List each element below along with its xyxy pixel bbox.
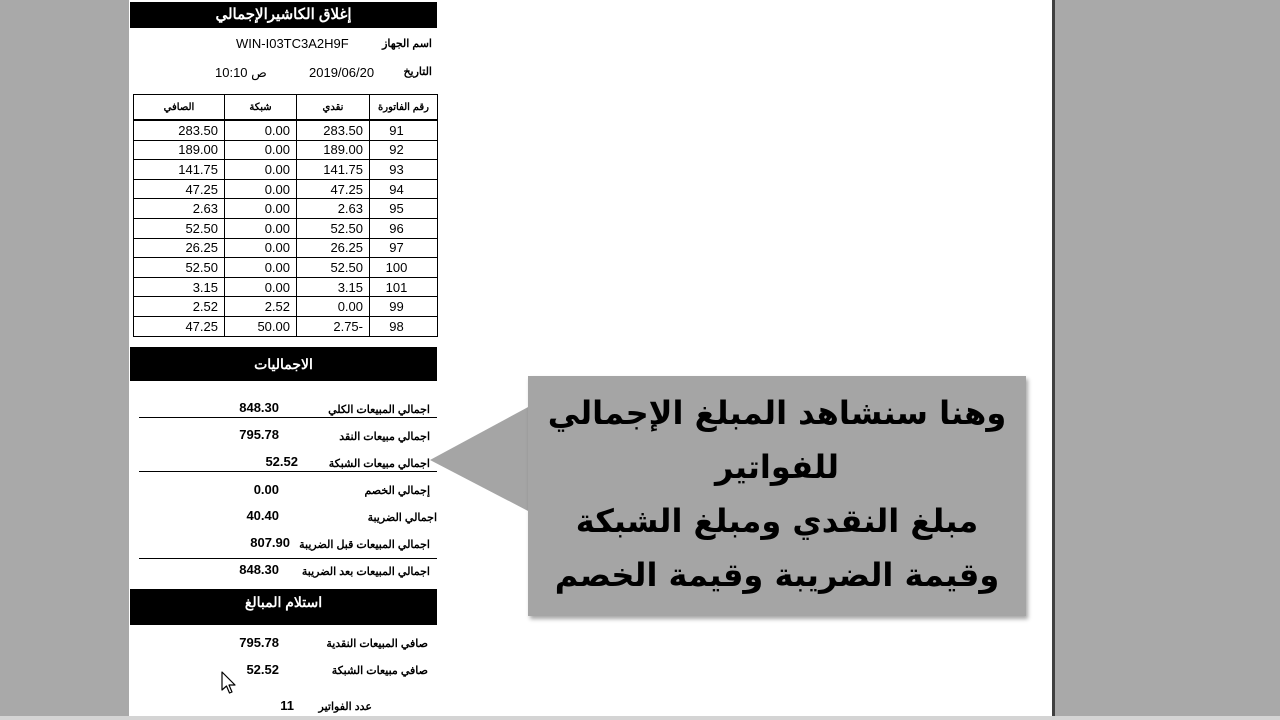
mouse-cursor-icon: [221, 671, 237, 695]
total-cash-label: اجمالي مبيعات النقد: [339, 431, 430, 443]
callout-text: [528, 386, 1026, 602]
cell-cash: 141.75: [297, 160, 370, 180]
table-row: [134, 238, 438, 258]
callout-line-3: مبلغ النقدي ومبلغ الشبكة: [575, 502, 979, 540]
invoice-count-value: 11: [280, 698, 294, 713]
cell-net: 141.75: [134, 160, 225, 180]
callout-pointer: [430, 400, 530, 520]
cell-cash: 52.50: [297, 218, 370, 238]
table-row: [134, 316, 438, 336]
cell-net: 283.50: [134, 120, 225, 140]
cell-cash: 26.25: [297, 238, 370, 258]
total-sales-value: 848.30: [239, 400, 279, 415]
cell-cash: 47.25: [297, 179, 370, 199]
cell-cash: 0.00: [297, 297, 370, 317]
total-tax-value: 40.40: [246, 508, 279, 523]
total-before-tax-label: اجمالي المبيعات قبل الضريبة: [299, 539, 430, 551]
bottom-strip: [0, 716, 1280, 720]
table-row: [134, 258, 438, 278]
cell-net: 2.52: [134, 297, 225, 317]
cell-invoice-no: 97: [370, 238, 438, 258]
cell-invoice-no: 98: [370, 316, 438, 336]
total-after-tax-label: اجمالي المبيعات بعد الضريبة: [301, 566, 430, 578]
net-network-value: 52.52: [246, 662, 279, 677]
page-right-border: [1052, 0, 1055, 720]
cell-net: 52.50: [134, 218, 225, 238]
device-value: WIN-I03TC3A2H9F: [236, 36, 349, 51]
cell-network: 0.00: [225, 218, 297, 238]
table-header-row: [134, 95, 438, 121]
cell-network: 0.00: [225, 179, 297, 199]
cell-invoice-no: 95: [370, 199, 438, 219]
net-network-label: صافي مبيعات الشبكة: [331, 665, 428, 677]
table-row: [134, 120, 438, 140]
receipt-title: استلام المبالغ: [130, 589, 437, 625]
cell-invoice-no: 100: [370, 258, 438, 278]
total-network-label: اجمالي مبيعات الشبكة: [328, 458, 430, 470]
table-row: [134, 277, 438, 297]
cell-cash: 52.50: [297, 258, 370, 278]
cell-net: 47.25: [134, 179, 225, 199]
cell-network: 0.00: [225, 120, 297, 140]
cell-cash: 189.00: [297, 140, 370, 160]
cell-network: 0.00: [225, 199, 297, 219]
cell-network: 50.00: [225, 316, 297, 336]
table-row: [134, 199, 438, 219]
table-row: [134, 140, 438, 160]
divider: [139, 558, 437, 559]
cell-network: 0.00: [225, 277, 297, 297]
total-sales-label: اجمالي المبيعات الكلي: [328, 404, 430, 416]
cell-net: 2.63: [134, 199, 225, 219]
report-title: إغلاق الكاشيرالإجمالي: [130, 2, 437, 28]
cell-network: 0.00: [225, 258, 297, 278]
total-discount-value: 0.00: [253, 482, 279, 497]
callout-line-4: وقيمة الضريبة وقيمة الخصم: [554, 556, 1000, 594]
invoices-table: [133, 94, 438, 337]
total-discount-label: إجمالي الخصم: [364, 485, 430, 497]
device-label: اسم الجهاز: [382, 38, 432, 50]
total-network-value: 52.52: [265, 454, 298, 469]
col-header-net: الصافي: [134, 95, 225, 121]
date-label: التاريخ: [403, 66, 432, 78]
cell-net: 3.15: [134, 277, 225, 297]
total-after-tax-value: 848.30: [239, 562, 279, 577]
col-header-network: شبكة: [225, 95, 297, 121]
cell-cash: 2.75-: [297, 316, 370, 336]
callout-line-1: وهنا سنشاهد المبلغ الإجمالي: [547, 394, 1007, 432]
total-cash-value: 795.78: [239, 427, 279, 442]
cell-net: 52.50: [134, 258, 225, 278]
table-row: [134, 297, 438, 317]
cell-cash: 3.15: [297, 277, 370, 297]
table-row: [134, 179, 438, 199]
divider: [139, 417, 437, 418]
cell-invoice-no: 93: [370, 160, 438, 180]
cell-invoice-no: 101: [370, 277, 438, 297]
cell-cash: 2.63: [297, 199, 370, 219]
col-header-invoice-no: رقم الفاتورة: [370, 95, 438, 121]
cell-invoice-no: 94: [370, 179, 438, 199]
callout-box: [528, 376, 1026, 616]
table-row: [134, 218, 438, 238]
col-header-cash: نقدي: [297, 95, 370, 121]
time-value: ص 10:10: [215, 65, 267, 80]
cell-cash: 283.50: [297, 120, 370, 140]
cell-network: 0.00: [225, 238, 297, 258]
callout-line-2: للفواتير: [714, 448, 840, 486]
total-before-tax-value: 807.90: [250, 535, 290, 550]
cell-net: 26.25: [134, 238, 225, 258]
table-row: [134, 160, 438, 180]
cell-network: 0.00: [225, 160, 297, 180]
totals-title: الاجماليات: [130, 347, 437, 381]
divider: [139, 471, 437, 472]
cell-invoice-no: 96: [370, 218, 438, 238]
cell-invoice-no: 99: [370, 297, 438, 317]
date-value: 2019/06/20: [309, 65, 375, 80]
net-cash-value: 795.78: [239, 635, 279, 650]
cell-invoice-no: 92: [370, 140, 438, 160]
cell-invoice-no: 91: [370, 120, 438, 140]
cell-net: 47.25: [134, 316, 225, 336]
net-cash-label: صافي المبيعات النقدية: [326, 638, 428, 650]
invoice-count-label: عدد الفواتير: [318, 701, 372, 713]
cell-net: 189.00: [134, 140, 225, 160]
cell-network: 0.00: [225, 140, 297, 160]
cell-network: 2.52: [225, 297, 297, 317]
total-tax-label: اجمالي الضريبة: [367, 512, 437, 524]
